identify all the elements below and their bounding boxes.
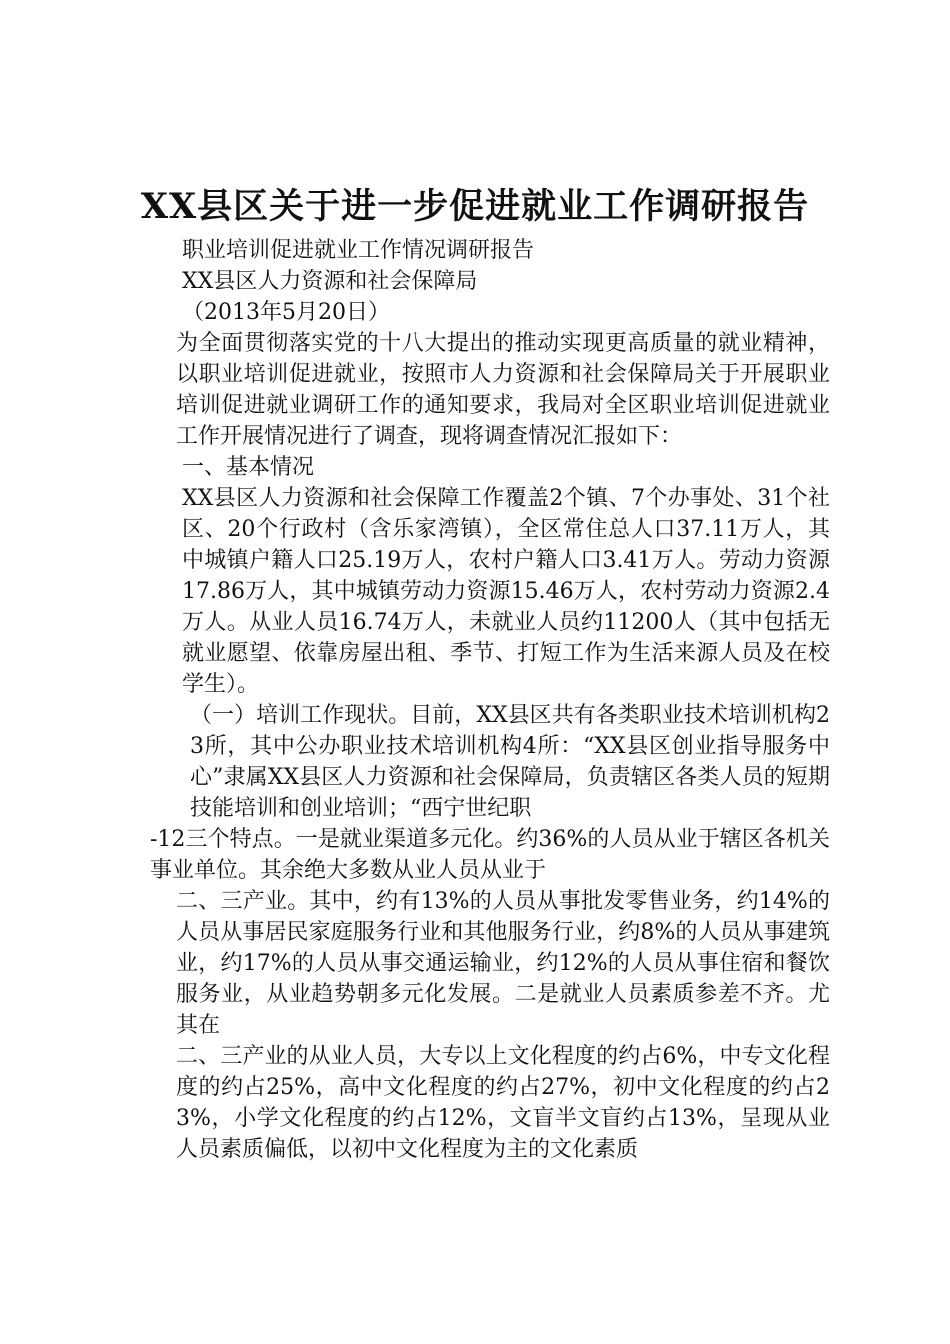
document-author: XX县区人力资源和社会保障局 <box>182 269 478 294</box>
paragraph-industries: 二、三产业。其中，约有13%的人员从事批发零售业务，约14%的人员从事居民家庭服务行业和其他服务行业，约8%的人员从事建筑业，约17%的人员从事交通运输业，约12%的人员从事住宿和餐饮服务业，从业趋势朝多元化发展。二是就业人员素质参差不齐。尤其在 <box>176 889 830 1038</box>
document-date: （2013年5月20日） <box>182 300 390 325</box>
document-subtitle: 职业培训促进就业工作情况调研报告 <box>182 238 535 263</box>
document-body <box>130 235 830 1165</box>
paragraph-training-status: （一）培训工作现状。目前，XX县区共有各类职业技术培训机构23所，其中公办职业技术培训机构4所：“XX县区创业指导服务中心”隶属XX县区人力资源和社会保障局，负责辖区各类人员的短期技能培训和创业培训；“西宁世纪职 <box>190 703 830 821</box>
paragraph-education: 二、三产业的从业人员，大专以上文化程度的约占6%，中专文化程度的约占25%，高中文化程度的约占27%，初中文化程度的约占23%，小学文化程度的约占12%，文盲半文盲约占13%，呈现从业人员素质偏低，以初中文化程度为主的文化素质 <box>176 1044 830 1162</box>
paragraph-basic-info: XX县区人力资源和社会保障工作覆盖2个镇、7个办事处、31个社区、20个行政村（含乐家湾镇），全区常住总人口37.11万人，其中城镇户籍人口25.19万人，农村户籍人口3.41万人。劳动力资源17.86万人，其中城镇劳动力资源15.46万人，农村劳动力资源2.4万人。从业人员16.74万人，未就业人员约11200人（其中包括无就业愿望、依靠房屋出租、季节、打短工作为生活来源人员及在校学生）。 <box>182 486 830 697</box>
document-title: XX县区关于进一步促进就业工作调研报告 <box>140 186 810 227</box>
section-heading: 一、基本情况 <box>182 455 315 480</box>
paragraph-intro: 为全面贯彻落实党的十八大提出的推动实现更高质量的就业精神，以职业培训促进就业，按照市人力资源和社会保障局关于开展职业培训促进就业调研工作的通知要求，我局对全区职业培训促进就业工作开展情况进行了调查，现将调查情况汇报如下： <box>176 331 830 449</box>
paragraph-features: -12三个特点。一是就业渠道多元化。约36%的人员从业于辖区各机关事业单位。其余绝大多数从业人员从业于 <box>150 827 830 883</box>
